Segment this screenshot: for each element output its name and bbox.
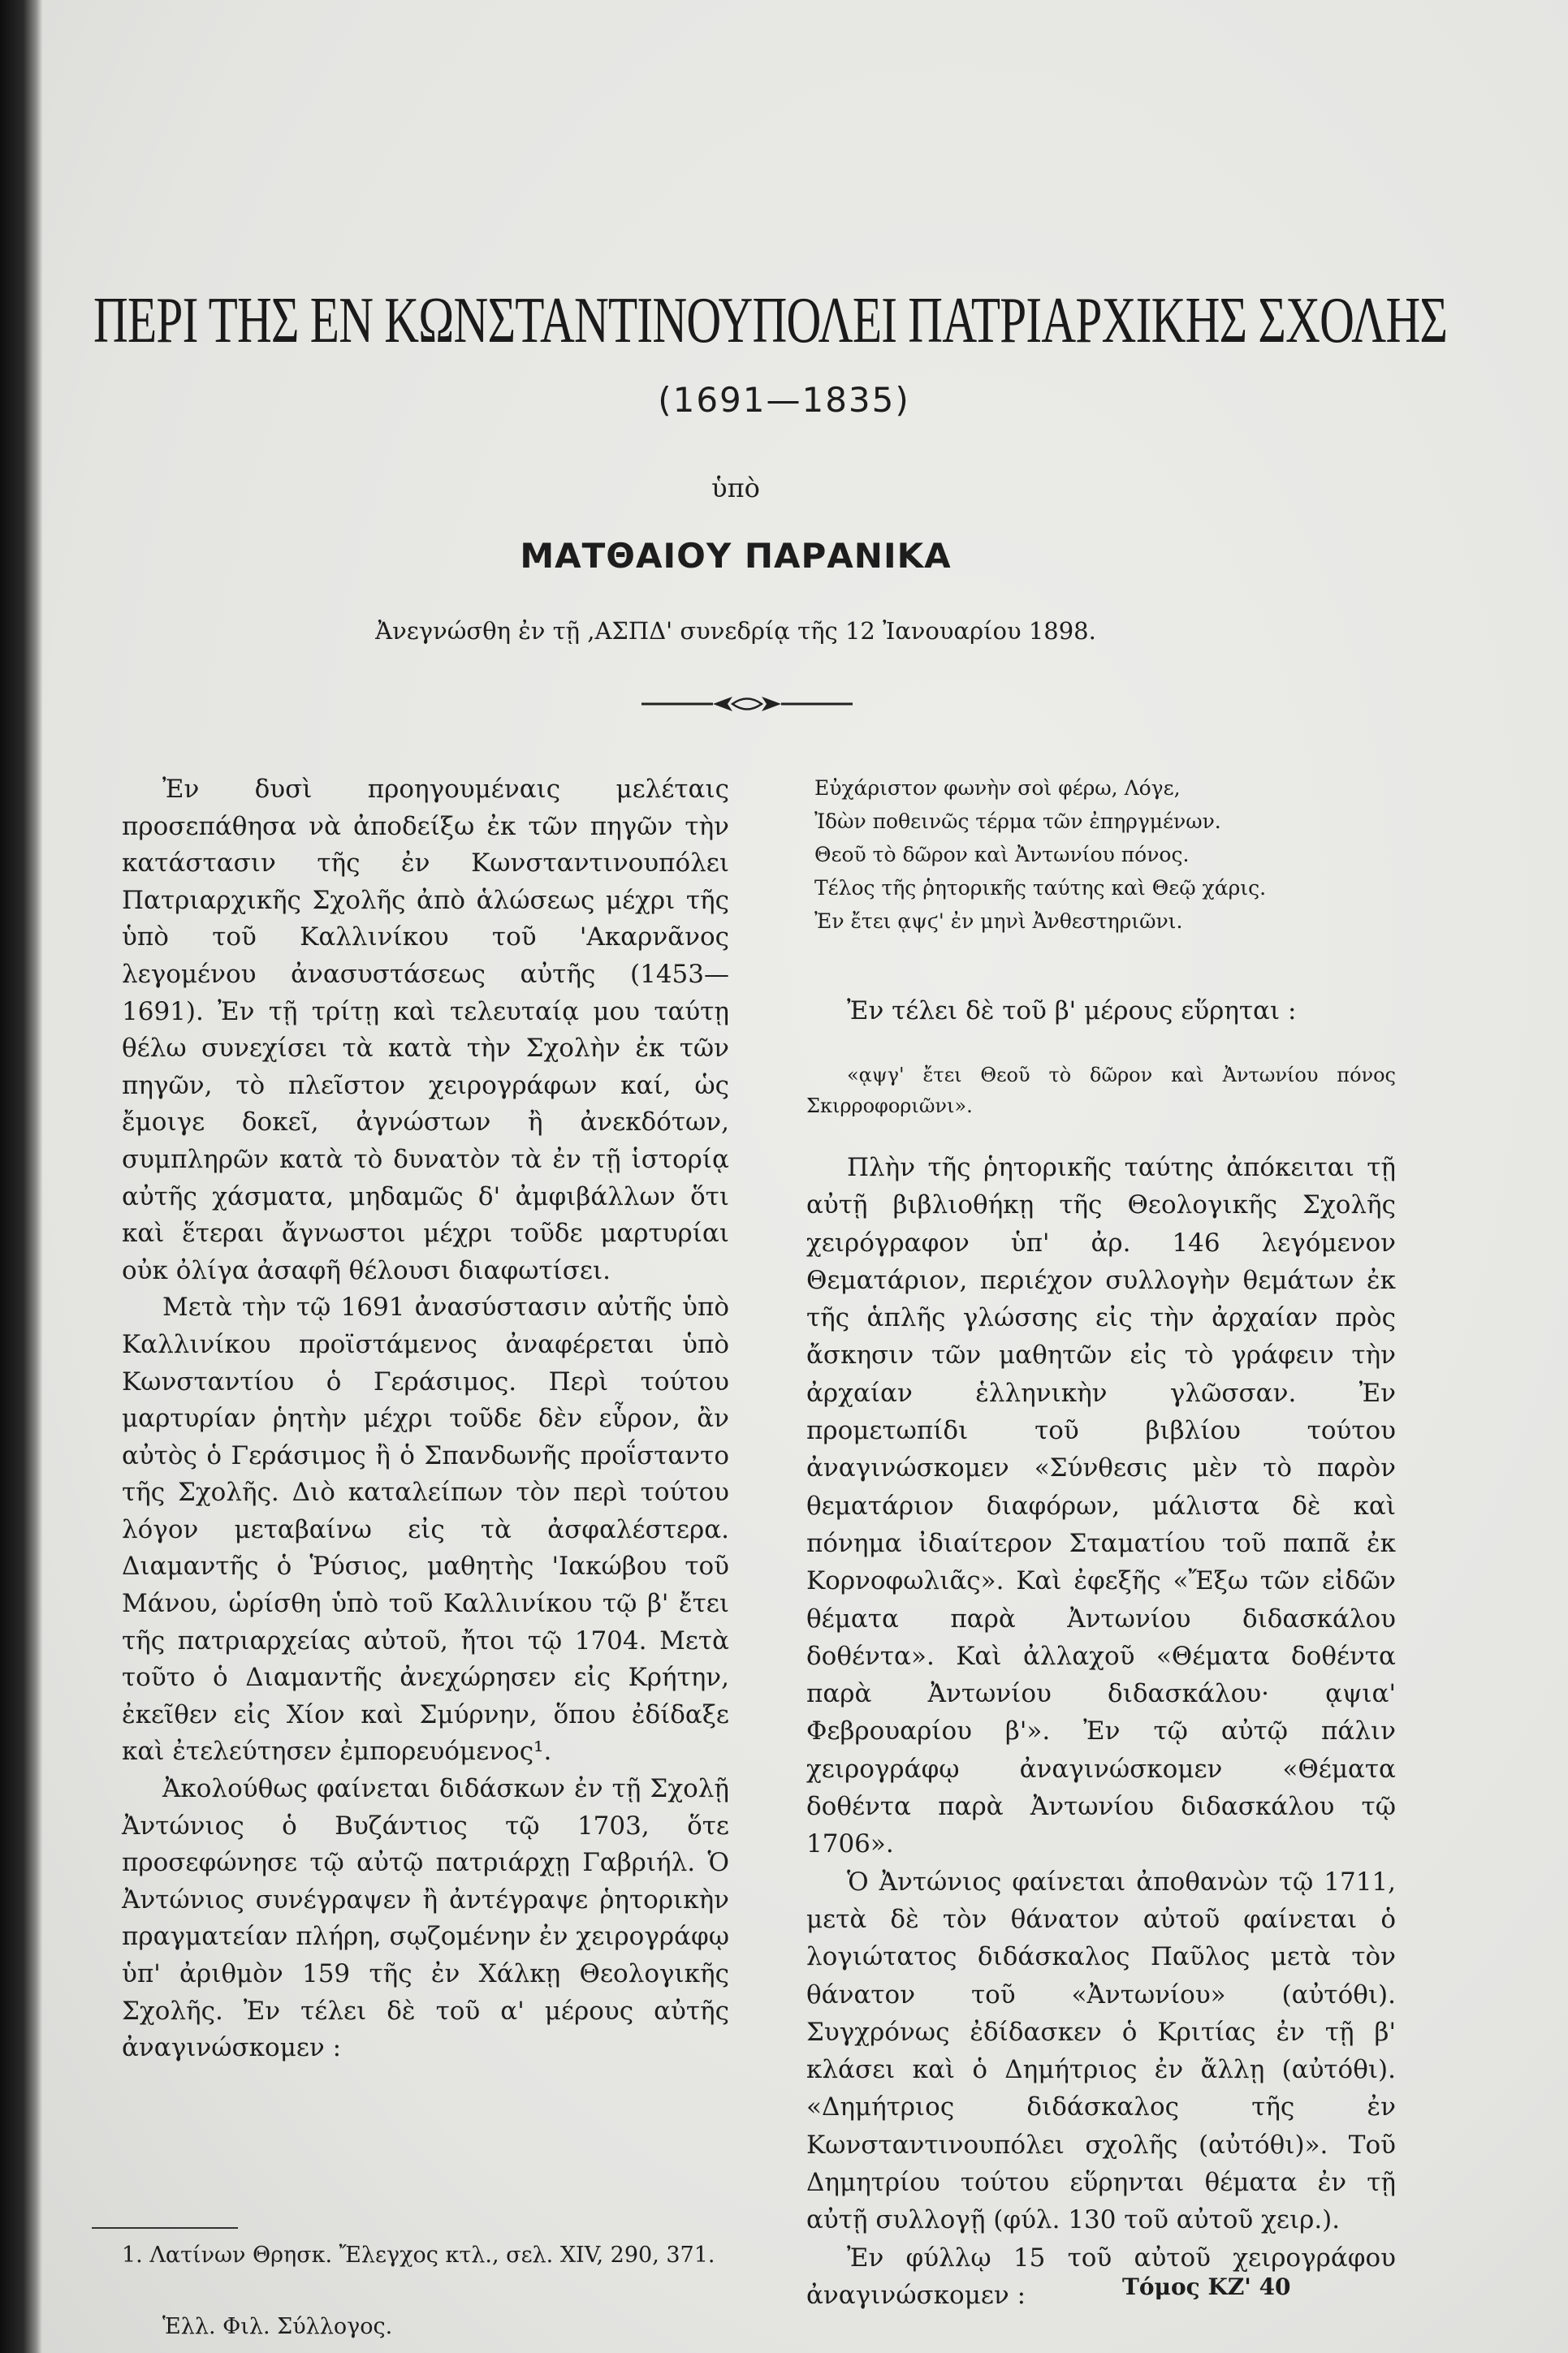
end-second-part: Ἐν τέλει δὲ τοῦ β' μέρους εὕρηται : [847, 996, 1297, 1025]
poem-line: Θεοῦ τὸ δῶρον καὶ Ἀντωνίου πόνος. [814, 843, 1190, 866]
poem-line: Εὐχάριστον φωνὴν σοὶ φέρω, Λόγε, [814, 776, 1181, 800]
right-paragraph-1: Πλὴν τῆς ῥητορικῆς ταύτης ἀπόκειται τῇ αὐτῇ βιβλιοθήκῃ τῆς Θεολογικῆς Σχολῆς χειρόγραφον ὑπ' ἀρ. 146 λεγόμενον Θεματάριον, περιέχον συλλογὴν θεμάτων ἐκ τῆς ἁπλῆς γλώσσης εἰς τὴν ἀρχαίαν πρὸς ἄσκησιν τῶν μαθητῶν εἰς τὸ γράφειν τὴν ἀρχαίαν ἑλληνικὴν γλῶσσαν. Ἐν προμετωπίδι τοῦ βιβλίου τούτου ἀναγινώσκομεν «Σύνθεσις μὲν τὸ παρὸν θεματάριον διαφόρων, μάλιστα δὲ καὶ πόνημα ἰδιαίτερον Σταματίου τοῦ παπᾶ ἐκ Κορνοφωλιᾶς». Καὶ ἐφεξῆς «Ἔξω τῶν εἰδῶν θέματα παρὰ Ἀντωνίου διδασκάλου δοθέντα». Καὶ ἀλλαχοῦ «Θέματα δοθέντα παρὰ Ἀντωνίου διδασκάλου· ᾳψια' Φεβρουαρίου β'». Ἐν τῷ αὐτῷ πάλιν χειρογράφῳ ἀναγινώσκομεν «Θέματα δοθέντα παρὰ Ἀντωνίου διδασκάλου τῷ 1706». [806, 1153, 1396, 1859]
right-column-body [806, 1149, 1396, 2314]
poem-block [814, 771, 1399, 938]
footnote: 1. Λατίνων Θρησκ. Ἔλεγχος κτλ., σελ. XIV, 290, 371. [122, 2243, 715, 2268]
society-signature: Ἑλλ. Φιλ. Σύλλογος. [162, 2314, 393, 2339]
volume-page-number: Τόμος ΚΖ' 40 [1122, 2273, 1291, 2300]
quote-block: «ᾳψγ' ἔτει Θεοῦ τὸ δῶρον καὶ Ἀντωνίου πόνος Σκιρροφοριῶνι». [806, 1064, 1396, 1117]
poem-line: Ἰδὼν ποθεινῶς τέρμα τῶν ἐπηργμένων. [814, 810, 1221, 833]
article-title: ΠΕΡΙ ΤΗΣ ΕΝ ΚΩΝΣΤΑΝΤΙΝΟΥΠΟΛΕΙ ΠΑΤΡΙΑΡΧΙΚΗΣ ΣΧΟΛΗΣ [93, 285, 1448, 356]
left-paragraph-2: Μετὰ τὴν τῷ 1691 ἀνασύστασιν αὐτῆς ὑπὸ Καλλινίκου προϊστάμενος ἀναφέρεται ὑπὸ Κωνσταντίου ὁ Γεράσιμος. Περὶ τούτου μαρτυρίαν ῥητὴν μέχρι τοῦδε δὲν εὗρον, ἂν αὐτὸς ὁ Γεράσιμος ἢ ὁ Σπανδωνῆς προΐσταντο τῆς Σχολῆς. Διὸ καταλείπων τὸν περὶ τούτου λόγον μεταβαίνω εἰς τὰ ἀσφαλέστερα. Διαμαντῆς ὁ Ῥύσιος, μαθητὴς 'Ιακώβου τοῦ Μάνου, ὡρίσθη ὑπὸ τοῦ Καλλινίκου τῷ β' ἔτει τῆς πατριαρχείας αὐτοῦ, ἤτοι τῷ 1704. Μετὰ τοῦτο ὁ Διαμαντῆς ἀνεχώρησεν εἰς Κρήτην, ἐκεῖθεν εἰς Χίον καὶ Σμύρνην, ὅπου ἐδίδαξε καὶ ἐτελεύτησεν ἐμπορευόμενος¹. [122, 1293, 729, 1767]
ornament-divider [641, 692, 853, 716]
poem-line: Ἐν ἔτει ᾳψϛ' ἐν μηνὶ Ἀνθεστηριῶνι. [814, 909, 1183, 933]
right-paragraph-2: Ὁ Ἀντώνιος φαίνεται ἀποθανὼν τῷ 1711, μετὰ δὲ τὸν θάνατον αὐτοῦ φαίνεται ὁ λογιώτατος διδάσκαλος Παῦλος μετὰ τὸν θάνατον τοῦ «Ἀντωνίου» (αὐτόθι). Συγχρόνως ἐδίδασκεν ὁ Κριτίας ἐν τῇ β' κλάσει καὶ ὁ Δημήτριος ἐν ἄλλῃ (αὐτόθι). «Δημήτριος διδάσκαλος τῆς ἐν Κωνσταντινουπόλει σχολῆς (αὐτόθι)». Τοῦ Δημητρίου τούτου εὕρηνται θέματα ἐν τῇ αὐτῇ συλλογῇ (φύλ. 130 τοῦ αὐτοῦ χειρ.). [806, 1867, 1396, 2235]
right-paragraph-3: Ἐν φύλλῳ 15 τοῦ αὐτοῦ χειρογράφου ἀναγινώσκομεν : [806, 2243, 1396, 2310]
poem-line: Τέλος τῆς ῥητορικῆς ταύτης καὶ Θεῷ χάρις. [814, 876, 1267, 900]
article-years: (1691—1835) [658, 380, 910, 420]
author-name: ΜΑΤΘΑΙΟΥ ΠΑΡΑΝΙΚΑ [520, 536, 952, 576]
read-note: Ἀνεγνώσθη ἐν τῇ ,ΑΣΠΔ' συνεδρίᾳ τῆς 12 Ἰανουαρίου 1898. [375, 617, 1096, 645]
left-column [122, 771, 729, 2067]
by-line: ὑπὸ [711, 473, 760, 503]
left-paragraph-3: Ἀκολούθως φαίνεται διδάσκων ἐν τῇ Σχολῇ Ἀντώνιος ὁ Βυζάντιος τῷ 1703, ὅτε προσεφώνησε τῷ αὐτῷ πατριάρχῃ Γαβριήλ. Ὁ Ἀντώνιος συνέγραψεν ἢ ἀντέγραψε ῥητορικὴν πραγματείαν πλήρη, σῳζομένην ἐν χειρογράφῳ ὑπ' ἀριθμὸν 159 τῆς ἐν Χάλκῃ Θεολογικῆς Σχολῆς. Ἐν τέλει δὲ τοῦ α' μέρους αὐτῆς ἀναγινώσκομεν : [122, 1774, 729, 2063]
footnote-rule [92, 2227, 238, 2229]
left-paragraph-1: Ἐν δυσὶ προηγουμέναις μελέταις προσεπάθησα νὰ ἀποδείξω ἐκ τῶν πηγῶν τὴν κατάστασιν τῆς ἐν Κωνσταντινουπόλει Πατριαρχικῆς Σχολῆς ἀπὸ ἁλώσεως μέχρι τῆς ὑπὸ τοῦ Καλλινίκου τοῦ 'Ακαρνᾶνος λεγομένου ἀνασυστάσεως αὐτῆς (1453—1691). Ἐν τῇ τρίτῃ καὶ τελευταίᾳ μου ταύτῃ θέλω συνεχίσει τὰ κατὰ τὴν Σχολὴν ἐκ τῶν πηγῶν, τὸ πλεῖστον χειρογράφων καί, ὡς ἔμοιγε δοκεῖ, ἀγνώστων ἢ ἀνεκδότων, συμπληρῶν κατὰ τὸ δυνατὸν τὰ ἐν τῇ ἱστορίᾳ αὐτῆς χάσματα, μηδαμῶς δ' ἀμφιβάλλων ὅτι καὶ ἕτεραι ἄγνωστοι μέχρι τοῦδε μαρτυρίαι οὐκ ὀλίγα ἀσαφῆ θέλουσι διαφωτίσει. [122, 775, 729, 1285]
book-spine-shadow [0, 0, 42, 2353]
